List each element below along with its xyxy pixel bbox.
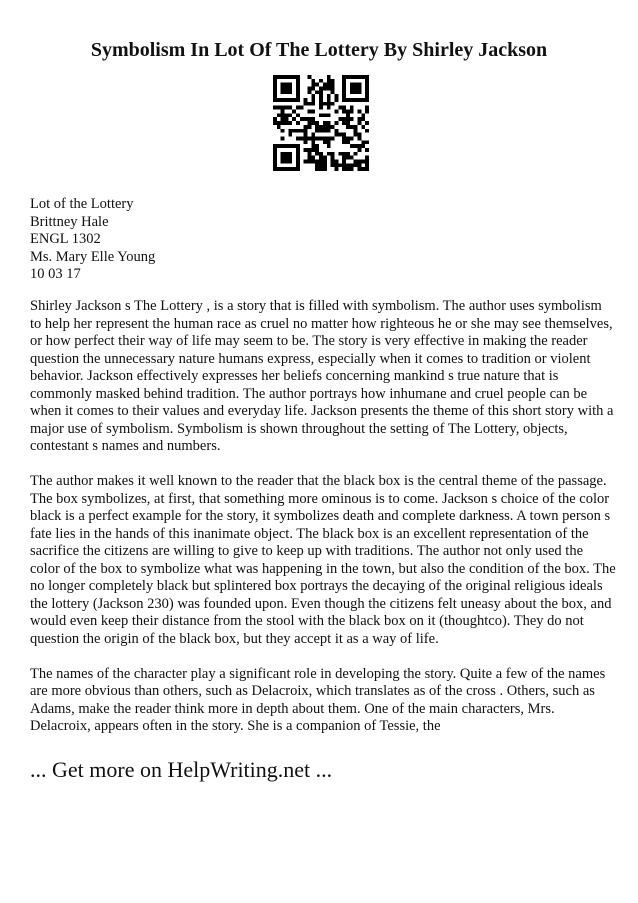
header-line-course: ENGL 1302 — [30, 231, 101, 247]
paragraph: The author makes it well known to the reader that the black box is the central theme of the passage. The box symbolizes, at first, that something more ominous is to come. Jackson s choice of the color black is a perfect example for the story, it symbolizes death and complete darkness. A town person s fate lies in the hands of this inanimate object. The black box is an excellent representation of the sacrifice the citizens are willing to give to keep up with traditions. The author not only used the color of the box to symbolize what was happening in the town, but also the condition of the box. The no longer completely black but splintered box portrays the decaying of the original religious ideals the lottery (Jackson 230) was founded upon. Even though the citizens felt uneasy about the box, and would even keep their distance from the stool with the black box on it (thoughtco). They do not question the origin of the black box, but they accept it as a way of life. — [30, 473, 616, 647]
header-line-instructor: Ms. Mary Elle Young — [30, 248, 156, 265]
header-line-date: 10 03 17 — [30, 266, 81, 282]
get-more-link[interactable]: ... Get more on HelpWriting.net ... — [30, 757, 333, 782]
paragraph: The names of the character play a significant role in developing the story. Quite a few of the names are more obvious than others, such as Delacroix, which translates as of the cross . Others, such as Adams, make the reader think more in depth about them. One of the main characters, Mrs. Delacroix, appears often in the story. She is a companion of Tessie, the — [30, 665, 606, 734]
qr-code-icon — [273, 75, 369, 171]
document-title: Symbolism In Lot Of The Lottery By Shirley Jackson — [90, 39, 548, 61]
document-header — [30, 196, 155, 284]
header-line-author: Brittney Hale — [30, 213, 109, 230]
essay-body — [30, 298, 616, 753]
header-line-title: Lot of the Lottery — [30, 196, 134, 212]
paragraph: Shirley Jackson s The Lottery , is a story that is filled with symbolism. The author uses symbolism to help her represent the human race as cruel no matter how righteous he or she may see themselves, or how perfect their way of life may seem to be. The story is very effective in making the reader question the unnecessary nature humans express, especially when it comes to tradition or violent behavior. Jackson effectively expresses her beliefs concerning mankind s true nature that is commonly masked behind tradition. The author portrays how inhumane and cruel people can be when it comes to their values and everyday life. Jackson presents the theme of this short story with a major use of symbolism. Symbolism is shown throughout the setting of The Lottery, objects, contestant s names and numbers. — [30, 298, 614, 454]
